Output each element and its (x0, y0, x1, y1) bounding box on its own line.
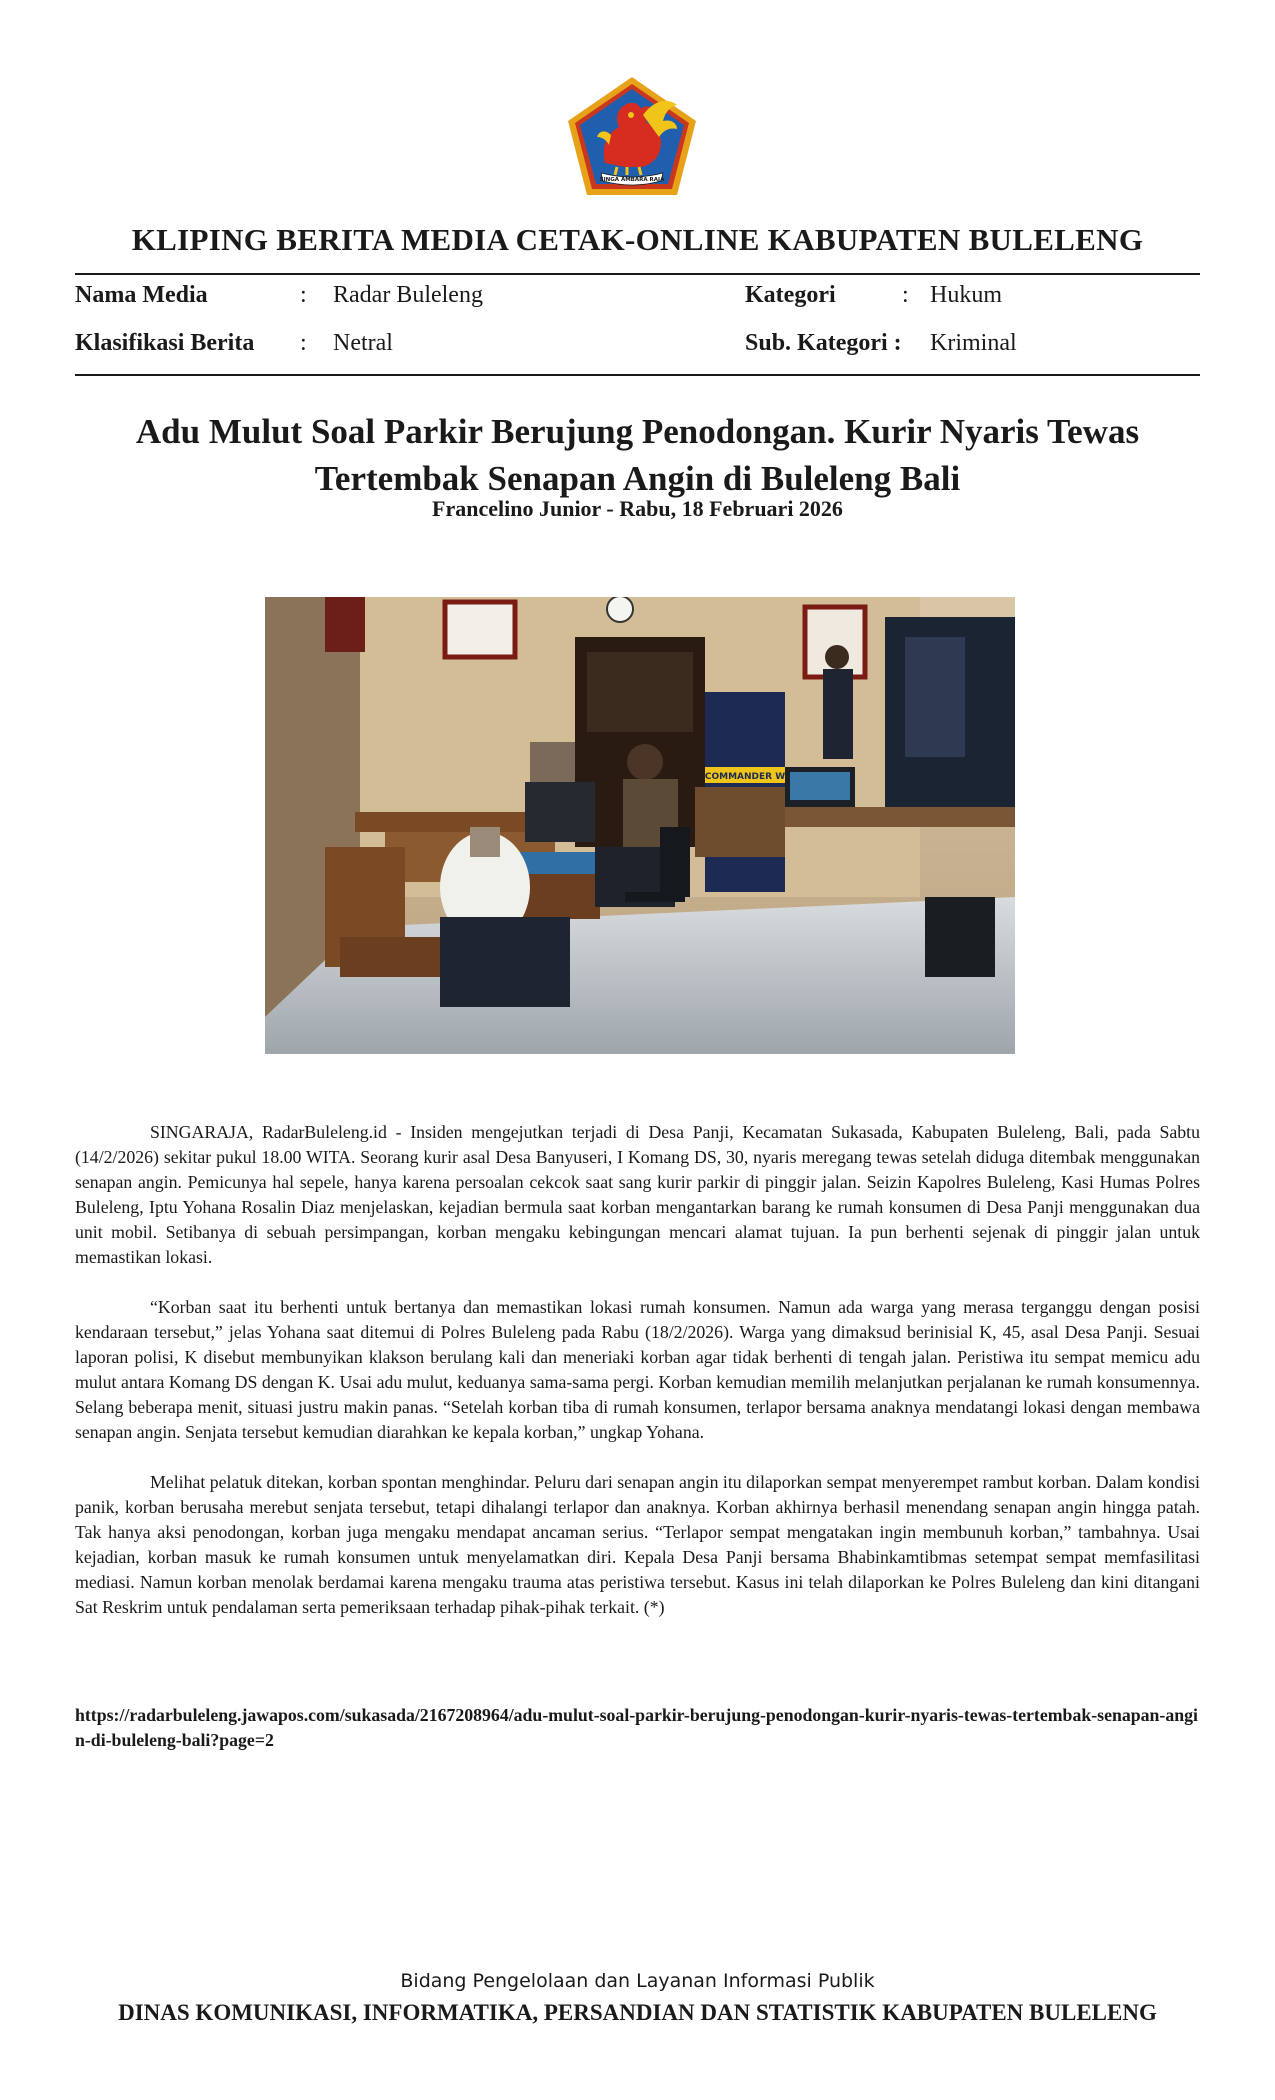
article-paragraph-2: “Korban saat itu berhenti untuk bertanya dan memastikan lokasi rumah konsumen. Namun ada warga yang merasa terganggu dengan posisi kendaraan tersebut,” jelas Yohana saat ditemui di Polres Buleleng pada Rabu (18/2/2026). Warga yang dimaksud berinisial K, 45, asal Desa Panji. Sesuai laporan polisi, K disebut membunyikan klakson berulang kali dan meneriaki korban agar tidak berhenti di tengah jalan. Peristiwa itu sempat memicu adu mulut antara Komang DS dengan K. Usai adu mulut, keduanya sama-sama pergi. Korban kemudian memilih melanjutkan perjalanan ke rumah konsumennya. Selang beberapa menit, situasi justru makin panas. “Setelah korban tiba di rumah konsumen, terlapor bersama anaknya mendatangi lokasi dengan membawa senapan angin. Senjata tersebut kemudian diarahkan ke kepala korban,” ungkap Yohana. (75, 1297, 1200, 1442)
kategori-label: Kategori (745, 282, 836, 308)
subkategori-label: Sub. Kategori : (745, 330, 902, 356)
logo-motto-text: SINGA AMBARA RAJA (599, 177, 665, 183)
meta-row-klasifikasi (75, 330, 1200, 366)
article-paragraph-1: SINGARAJA, RadarBuleleng.id - Insiden mengejutkan terjadi di Desa Panji, Kecamatan Sukasada, Kabupaten Buleleng, Bali, pada Sabtu (14/2/2026) sekitar pukul 18.00 WITA. Seorang kurir asal Desa Banyuseri, I Komang DS, 30, nyaris meregang tewas setelah diduga ditembak menggunakan senapan angin. Pemicunya hal sepele, hanya karena persoalan cekcok saat sang kurir parkir di pinggir jalan. Seizin Kapolres Buleleng, Kasi Humas Polres Buleleng, Iptu Yohana Rosalin Diaz menjelaskan, kejadian bermula saat korban mengantarkan barang ke rumah konsumen di Desa Panji menggunakan dua unit mobil. Setibanya di sebuah persimpangan, korban mengaku kebingungan mencari alamat tujuan. Ia pun berhenti sejenak di pinggir jalan untuk memastikan lokasi. (75, 1122, 1200, 1267)
article-body (75, 1120, 1200, 1645)
article-paragraph-3: Melihat pelatuk ditekan, korban spontan menghindar. Peluru dari senapan angin itu dilaporkan sempat menyerempet rambut korban. Dalam kondisi panik, korban berusaha merebut senjata tersebut, tetapi dihalangi terlapor dan anaknya. Korban akhirnya berhasil menendang senapan angin hingga patah. Tak hanya aksi penodongan, korban juga mengaku mendapat ancaman serius. “Terlapor sempat mengatakan ingin membunuh korban,” tambahnya. Usai kejadian, korban masuk ke rumah konsumen untuk menyelamatkan diri. Kepala Desa Panji bersama Bhabinkamtibmas setempat sempat memfasilitasi mediasi. Namun korban menolak berdamai karena mengaku trauma atas peristiwa tersebut. Kasus ini telah dilaporkan ke Polres Buleleng dan kini ditangani Sat Reskrim untuk pendalaman serta pemeriksaan terhadap pihak-pihak terkait. (*) (75, 1472, 1200, 1617)
kategori-colon: : (902, 282, 909, 308)
header-divider-top (75, 273, 1200, 275)
article-photo (265, 597, 1015, 1054)
media-value: Radar Buleleng (333, 282, 483, 308)
media-colon: : (300, 282, 307, 308)
article-title: Adu Mulut Soal Parkir Berujung Penodongan. Kurir Nyaris Tewas Tertembak Senapan Angin di Buleleng Bali (135, 412, 1140, 498)
klasifikasi-label: Klasifikasi Berita (75, 330, 255, 356)
clipping-title: KLIPING BERITA MEDIA CETAK-ONLINE KABUPATEN BULELENG (131, 222, 1144, 257)
klasifikasi-value: Netral (333, 330, 393, 356)
footer-subtitle: Bidang Pengelolaan dan Layanan Informasi Publik (400, 1970, 875, 1992)
subkategori-value: Kriminal (930, 330, 1017, 356)
meta-row-media (75, 282, 1200, 318)
source-url-link[interactable]: https://radarbuleleng.jawapos.com/sukasada/2167208964/adu-mulut-soal-parkir-berujung-penodongan-kurir-nyaris-tewas-tertembak-senapan-angin-di-buleleng-bali?page=2 (75, 1705, 1198, 1750)
photo-banner-text: COMMANDER W (704, 772, 786, 782)
header-divider-bottom (75, 374, 1200, 376)
media-label: Nama Media (75, 282, 208, 308)
footer-department: DINAS KOMUNIKASI, INFORMATIKA, PERSANDIAN DAN STATISTIK KABUPATEN BULELENG (118, 2000, 1157, 2025)
klasifikasi-colon: : (300, 330, 307, 356)
article-byline: Francelino Junior - Rabu, 18 Februari 2026 (432, 496, 843, 521)
kategori-value: Hukum (930, 282, 1002, 308)
buleleng-emblem-logo (565, 75, 699, 199)
